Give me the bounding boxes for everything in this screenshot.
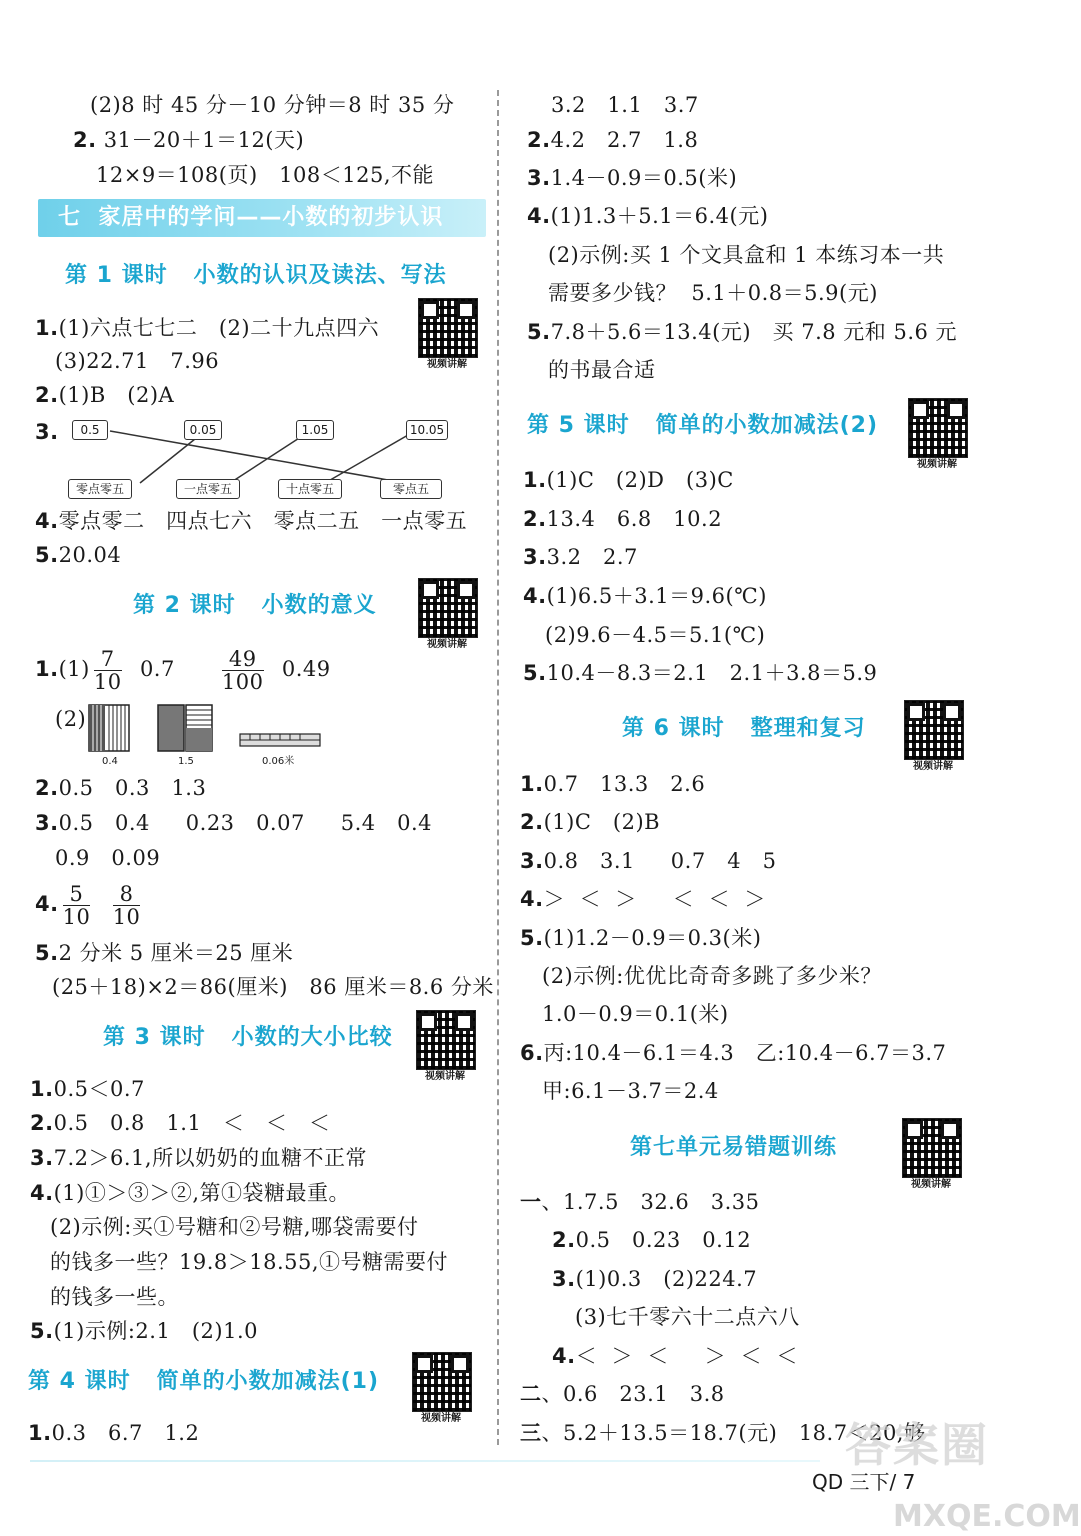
answer-text: 13.4 6.8 10.2 <box>546 507 723 531</box>
lesson-title: 第 6 课时 整理和复习 <box>622 716 866 741</box>
text-line <box>30 1180 350 1206</box>
model-label: 0.06米 <box>262 756 295 767</box>
question-number: 5. <box>35 543 59 567</box>
qr-caption: 视频讲解 <box>427 359 467 370</box>
fraction <box>113 883 141 928</box>
numerator: 49 <box>222 648 264 671</box>
question-number: 5. <box>523 661 547 685</box>
answer-text: 丙:10.4－6.1＝4.3 乙:10.4－6.7＝3.7 <box>543 1041 947 1065</box>
lesson-title: 第 5 课时 简单的小数加减法(2) <box>527 413 879 438</box>
lesson-title: 第 4 课时 简单的小数加减法(1) <box>28 1369 380 1394</box>
question-number: 4. <box>523 584 547 608</box>
text-line: 0.9 0.09 <box>55 846 161 870</box>
question-number: 1. <box>520 772 544 796</box>
page-footer: QD 三下/ 7 <box>812 1470 916 1494</box>
question-number: 3. <box>552 1267 576 1291</box>
text-line <box>527 319 957 345</box>
answer-text: 2 分米 5 厘米＝25 厘米 <box>58 941 294 965</box>
question-number: 3. <box>523 545 547 569</box>
text-line <box>35 775 206 801</box>
text-line <box>30 1110 330 1136</box>
answer-text: 31－20＋1＝12(天) <box>103 128 305 152</box>
answer-text: 、0.6 23.1 3.8 <box>541 1382 725 1406</box>
text-line <box>520 1381 725 1407</box>
text-line: 的书最合适 <box>548 358 656 382</box>
question-number: 4. <box>30 1181 54 1205</box>
answer-text: 0.7 <box>139 657 175 681</box>
numerator: 8 <box>113 883 141 906</box>
decimal-models <box>88 704 333 756</box>
qr-code[interactable] <box>906 398 968 474</box>
qr-code[interactable] <box>410 1352 472 1428</box>
question-number: 3. <box>35 811 59 835</box>
text-line <box>523 660 877 686</box>
question-number: 2. <box>523 507 547 531</box>
qr-code-image <box>418 298 478 358</box>
qr-code[interactable] <box>414 1010 476 1086</box>
text-line <box>30 1145 367 1171</box>
text-line <box>520 848 776 874</box>
answer-text: 7.8＋5.6＝13.4(元) 买 7.8 元和 5.6 元 <box>550 320 958 344</box>
match-line <box>110 431 405 483</box>
text-line <box>30 1318 258 1344</box>
match-tag-bottom: 一点零五 <box>176 479 240 499</box>
match-tag-top: 0.05 <box>184 420 222 440</box>
answer-text: 0.7 13.3 2.6 <box>543 772 706 796</box>
match-tag-top: 0.5 <box>72 420 108 440</box>
question-number: 2. <box>35 776 59 800</box>
answer-text: 0.3 6.7 1.2 <box>51 1421 200 1445</box>
text-line <box>35 810 432 836</box>
question-number: 3. <box>30 1146 54 1170</box>
text-line: 需要多少钱？ 5.1＋0.8＝5.9(元) <box>548 281 878 305</box>
denominator: 10 <box>93 670 122 694</box>
answer-text: 1.4－0.9＝0.5(米) <box>550 166 738 190</box>
lesson-title: 第 1 课时 小数的认识及读法、写法 <box>65 263 447 288</box>
model-label: 0.4 <box>102 756 118 767</box>
answer-text: (1)①＞③＞②,第①袋糖最重。 <box>53 1181 351 1205</box>
answer-text: (1)C (2)B <box>543 810 661 834</box>
answer-text: 3.2 2.7 <box>546 545 638 569</box>
match-tag-bottom: 零点零五 <box>68 479 132 499</box>
model-grid-1-5 <box>158 705 184 751</box>
fraction <box>94 648 122 693</box>
answer-text: 0.5＜0.7 <box>53 1077 145 1101</box>
answer-text: 4.2 2.7 1.8 <box>550 128 699 152</box>
qr-code-image <box>902 1118 962 1178</box>
match-tag-top: 10.05 <box>406 420 448 440</box>
qr-code-image <box>908 398 968 458</box>
qr-code-image <box>418 578 478 638</box>
text-line <box>35 880 144 928</box>
question-number: 1. <box>28 1421 52 1445</box>
qr-code[interactable] <box>902 700 964 776</box>
text-line: 的钱多一些。 <box>50 1285 179 1309</box>
qr-code-image <box>412 1352 472 1412</box>
watermark-url: MXQE.COM <box>893 1499 1081 1534</box>
text-line: (2)示例:优优比奇奇多跳了多少米？ <box>542 964 882 988</box>
text-line <box>35 645 331 693</box>
text-line: (25＋18)×2＝86(厘米) 86 厘米＝8.6 分米 <box>52 975 494 999</box>
text-line <box>28 1420 199 1446</box>
question-number: 4. <box>520 887 544 911</box>
answer-text: 0.49 <box>281 657 331 681</box>
answer-text: 20.04 <box>58 543 122 567</box>
text-line: 的钱多一些？19.8＞18.55,①号糖需要付 <box>50 1250 449 1274</box>
unit-banner <box>38 199 486 237</box>
model-label: 1.5 <box>178 756 194 767</box>
question-number: 4. <box>35 509 59 533</box>
qr-code-image <box>416 1010 476 1070</box>
text-line <box>523 467 734 493</box>
question-number: 1. <box>35 316 59 340</box>
section-number: 一 <box>520 1190 542 1214</box>
text-line <box>73 127 304 153</box>
denominator: 100 <box>221 670 264 694</box>
answer-text: 0.5 0.23 0.12 <box>575 1228 752 1252</box>
question-number: 4. <box>35 892 59 916</box>
match-tag-top: 1.05 <box>296 420 334 440</box>
text-line <box>35 542 121 568</box>
answer-text: (1)0.3 (2)224.7 <box>575 1267 758 1291</box>
text-line <box>523 583 767 609</box>
question-number: 1. <box>30 1077 54 1101</box>
text-line: 甲:6.1－3.7＝2.4 <box>542 1079 719 1103</box>
lesson-title: 第 3 课时 小数的大小比较 <box>103 1025 393 1050</box>
qr-code[interactable] <box>416 298 478 374</box>
text-line <box>552 1343 798 1369</box>
text-line <box>552 1227 751 1253</box>
question-number: 2. <box>30 1111 54 1135</box>
denominator: 10 <box>62 905 91 929</box>
question-number: 4. <box>552 1344 576 1368</box>
qr-code-image <box>904 700 964 760</box>
text-line: (3)22.71 7.96 <box>55 349 220 373</box>
text-line: 12×9＝108(页) 108＜125,不能 <box>96 163 435 187</box>
answer-text: (1)1.2－0.9＝0.3(米) <box>543 926 762 950</box>
text-line <box>520 1040 946 1066</box>
match-line <box>325 431 415 483</box>
numerator: 5 <box>63 883 91 906</box>
text-line <box>527 165 737 191</box>
answer-text: (1)示例:2.1 (2)1.0 <box>53 1319 258 1343</box>
question-number: 2. <box>73 128 97 152</box>
answer-text: (1)C (2)D (3)C <box>546 468 734 492</box>
question-number: 1. <box>35 657 59 681</box>
text-line: (2) <box>55 707 87 731</box>
text-line: (2)示例:买①号糖和②号糖,哪袋需要付 <box>50 1215 419 1239</box>
answer-text: 0.5 0.8 1.1 ＜ ＜ ＜ <box>53 1111 331 1135</box>
lesson-title: 第 2 课时 小数的意义 <box>133 593 377 618</box>
text-line <box>523 506 722 532</box>
text-line <box>520 771 705 797</box>
fraction <box>222 648 264 693</box>
text-line <box>520 809 660 835</box>
question-number: 6. <box>520 1041 544 1065</box>
question-number: 5. <box>35 941 59 965</box>
text-line <box>527 203 768 229</box>
question-number: 5. <box>527 320 551 344</box>
qr-caption: 视频讲解 <box>911 1179 951 1190</box>
answer-text: 0.8 3.1 0.7 4 5 <box>543 849 777 873</box>
text-line <box>35 315 379 341</box>
qr-caption: 视频讲解 <box>427 639 467 650</box>
text-line <box>527 127 698 153</box>
answer-text: 7.2＞6.1,所以奶奶的血糖不正常 <box>53 1146 368 1170</box>
answer-text: (1)B (2)A <box>58 383 175 407</box>
text-line <box>35 382 174 408</box>
question-number: 1. <box>523 468 547 492</box>
text-line: 3.2 1.1 3.7 <box>551 93 699 117</box>
question-number: 3. <box>527 166 551 190</box>
text-line <box>520 925 761 951</box>
numerator: 7 <box>94 648 122 671</box>
section-number: 三 <box>520 1421 542 1445</box>
answer-text: 0.5 0.3 1.3 <box>58 776 207 800</box>
question-number: 2. <box>35 383 59 407</box>
qr-caption: 视频讲解 <box>913 761 953 772</box>
text-line <box>523 544 638 570</box>
match-tag-bottom: 十点零五 <box>278 479 342 499</box>
fraction <box>63 883 91 928</box>
text-line <box>35 508 467 534</box>
denominator: 10 <box>112 905 141 929</box>
question-number: 2. <box>527 128 551 152</box>
section-number: 二 <box>520 1382 542 1406</box>
question-number: 5. <box>30 1319 54 1343</box>
text-line <box>35 940 293 966</box>
text-line: 1.0－0.9＝0.1(米) <box>542 1002 729 1026</box>
answer-text: 0.5 0.4 0.23 0.07 5.4 0.4 <box>58 811 433 835</box>
answer-text: (1)6.5＋3.1＝9.6(℃) <box>546 584 767 608</box>
answer-text: 、1.7.5 32.6 3.35 <box>541 1190 760 1214</box>
question-number: 3. <box>520 849 544 873</box>
footer-rule <box>30 1460 820 1462</box>
question-number: 2. <box>520 810 544 834</box>
answer-text: (1)六点七七二 (2)二十九点四六 <box>58 316 380 340</box>
qr-caption: 视频讲解 <box>425 1071 465 1082</box>
question-number: 2. <box>552 1228 576 1252</box>
text-line <box>520 886 766 912</box>
text-line <box>30 1076 145 1102</box>
answer-text: 零点零二 四点七六 零点二五 一点零五 <box>58 509 468 533</box>
text-line <box>520 1189 760 1215</box>
answer-text: 、5.2＋13.5＝18.7(元) 18.7＜20,够 <box>541 1421 926 1445</box>
answer-text: ＞ ＜ ＞ ＜ ＜ ＞ <box>543 887 766 911</box>
qr-code[interactable] <box>416 578 478 654</box>
shaded-area <box>186 728 212 751</box>
answer-text: (1)1.3＋5.1＝6.4(元) <box>550 204 769 228</box>
answer-text: (1) <box>58 657 90 681</box>
qr-code[interactable] <box>900 1118 962 1194</box>
qr-caption: 视频讲解 <box>917 459 957 470</box>
unit-title: 七 家居中的学问——小数的初步认识 <box>58 205 444 230</box>
answer-text: ＜ ＞ ＜ ＞ ＜ ＜ <box>575 1344 798 1368</box>
text-line: (2)8 时 45 分－10 分钟＝8 时 35 分 <box>90 93 455 117</box>
watermark: 答案圈 <box>845 1418 989 1472</box>
column-divider <box>497 90 499 1445</box>
text-line: (3)七千零六十二点六八 <box>575 1305 800 1329</box>
match-tag-bottom: 零点五 <box>380 479 442 499</box>
qr-caption: 视频讲解 <box>421 1413 461 1424</box>
review-title: 第七单元易错题训练 <box>630 1135 838 1160</box>
question-number: 5. <box>520 926 544 950</box>
question-number: 3. <box>35 420 59 444</box>
text-line: (2)9.6－4.5＝5.1(℃) <box>545 623 766 647</box>
answer-text: 10.4－8.3＝2.1 2.1＋3.8＝5.9 <box>546 661 878 685</box>
text-line: (2)示例:买 1 个文具盒和 1 本练习本一共 <box>548 243 945 267</box>
text-line <box>552 1266 757 1292</box>
question-number: 4. <box>527 204 551 228</box>
